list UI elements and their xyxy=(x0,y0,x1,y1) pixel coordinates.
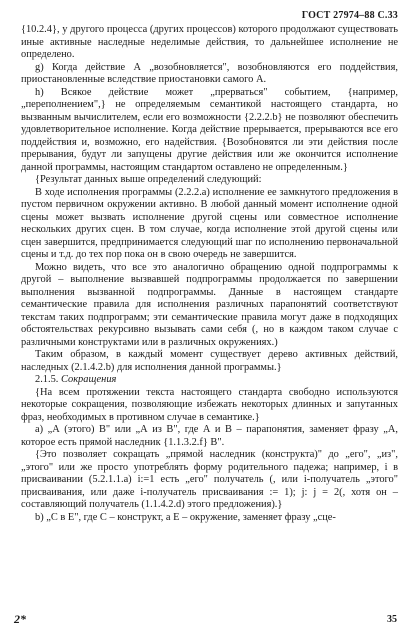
page-number: 35 xyxy=(387,614,397,625)
paragraph-abbrev-intro: {На всем протяжении текста настоящего стандарта свободно используются некоторые сокращения, позволяющие избежать некоторых длинных и запутанных фраз, необходимых в противном случае в семантике.} xyxy=(21,386,398,423)
paragraph-subroutine: Можно видеть, что все это аналогично обращению одной подпрограммы к другой – выполнение вызвавшей подпрограммы продолжается по завершении выполнения вызванной подпрограммы. Данные в настоящем стандарте семантические правила для исполнения различных парапонятий соответствуют текстам таких подпрограмм; эти семантические правила могут даже в подходящих обстоятельствах рекурсивно вызывать сами себя (, но в каждом таком случае с различными конструктами или в различных окружениях.) xyxy=(21,261,398,348)
paragraph-a: а) „А (этого) В" или „А из В", где А и В – парапонятия, заменяет фразу „А, которое есть прямой наследник {1.1.3.2.f} В". xyxy=(21,424,398,448)
page-body xyxy=(21,24,398,524)
paragraph-tree: Таким образом, в каждый момент существует дерево активных действий, наследных (2.1.4.2.b) для исполнения данной программы.} xyxy=(21,349,398,373)
paragraph-1: {10.2.4}, у другого процесса (других процессов) которого продолжают существовать иные активные наследные неделимые действия, то дальнейшее исполнение не определено. xyxy=(21,24,398,60)
page-header: ГОСТ 27974–88 С.33 xyxy=(301,10,398,21)
signature-mark: 2* xyxy=(14,612,26,626)
paragraph-execution: В ходе исполнения программы (2.2.2.а) исполнение ее замкнутого предложения в пустом первичном окружении активно. В любой данный момент исполнение одной сцены может вызвать исполнение другой сцены или совместное исполнение нескольких других сцен. В том случае, когда исполнение этой другой сцены или сцен завершится, предпринимается следующий шаг по исполнению первоначальной сцены и т.д. до тех пор пока он в свою очередь не завершится. xyxy=(21,186,398,260)
paragraph-b: b) „С в Е", где С – конструкт, а Е – окружение, заменяет фразу „сце- xyxy=(35,511,336,523)
paragraph-a-note: {Это позволяет сокращать „прямой наследник (конструкта)" до „его", „из", „этого" или же просто употреблять форму родительного падежа; например, i в присваивании (5.2.1.1.а) i:=1 есть „его" получатель (, или i-получатель „этого" присваивания, или даже i-получатель присваивания := 1); j: j = 2(, хотя он – составляющий получатель (1.1.4.2.d) этого предложения).} xyxy=(21,449,398,510)
section-heading xyxy=(21,374,398,387)
paragraph-h: h) Всякое действие может „прерваться" событием, {например, „переполнением",} не определяемым семантикой настоящего стандарта, но вызванным вычислителем, если его возможности {2.2.2.b} не позволяют обеспечить удовлетворительное исполнение. Когда действие прерывается, прерываются все его поддействия и, возможно, его надействия. {Возобновятся ли эти действия после прерывания, будут ли запущены другие действия или же окончится исполнение данной программы, настоящим стандартом оставлено не определенным.} xyxy=(21,86,398,173)
section-title: Сокращения xyxy=(61,374,117,385)
section-number: 2.1.5. xyxy=(35,374,59,385)
paragraph-result: {Результат данных выше определений следующий: xyxy=(35,174,262,185)
paragraph-g: g) Когда действие А „возобновляется", возобновляются его поддействия, приостановленные вследствие приостановки самого А. xyxy=(21,61,398,85)
